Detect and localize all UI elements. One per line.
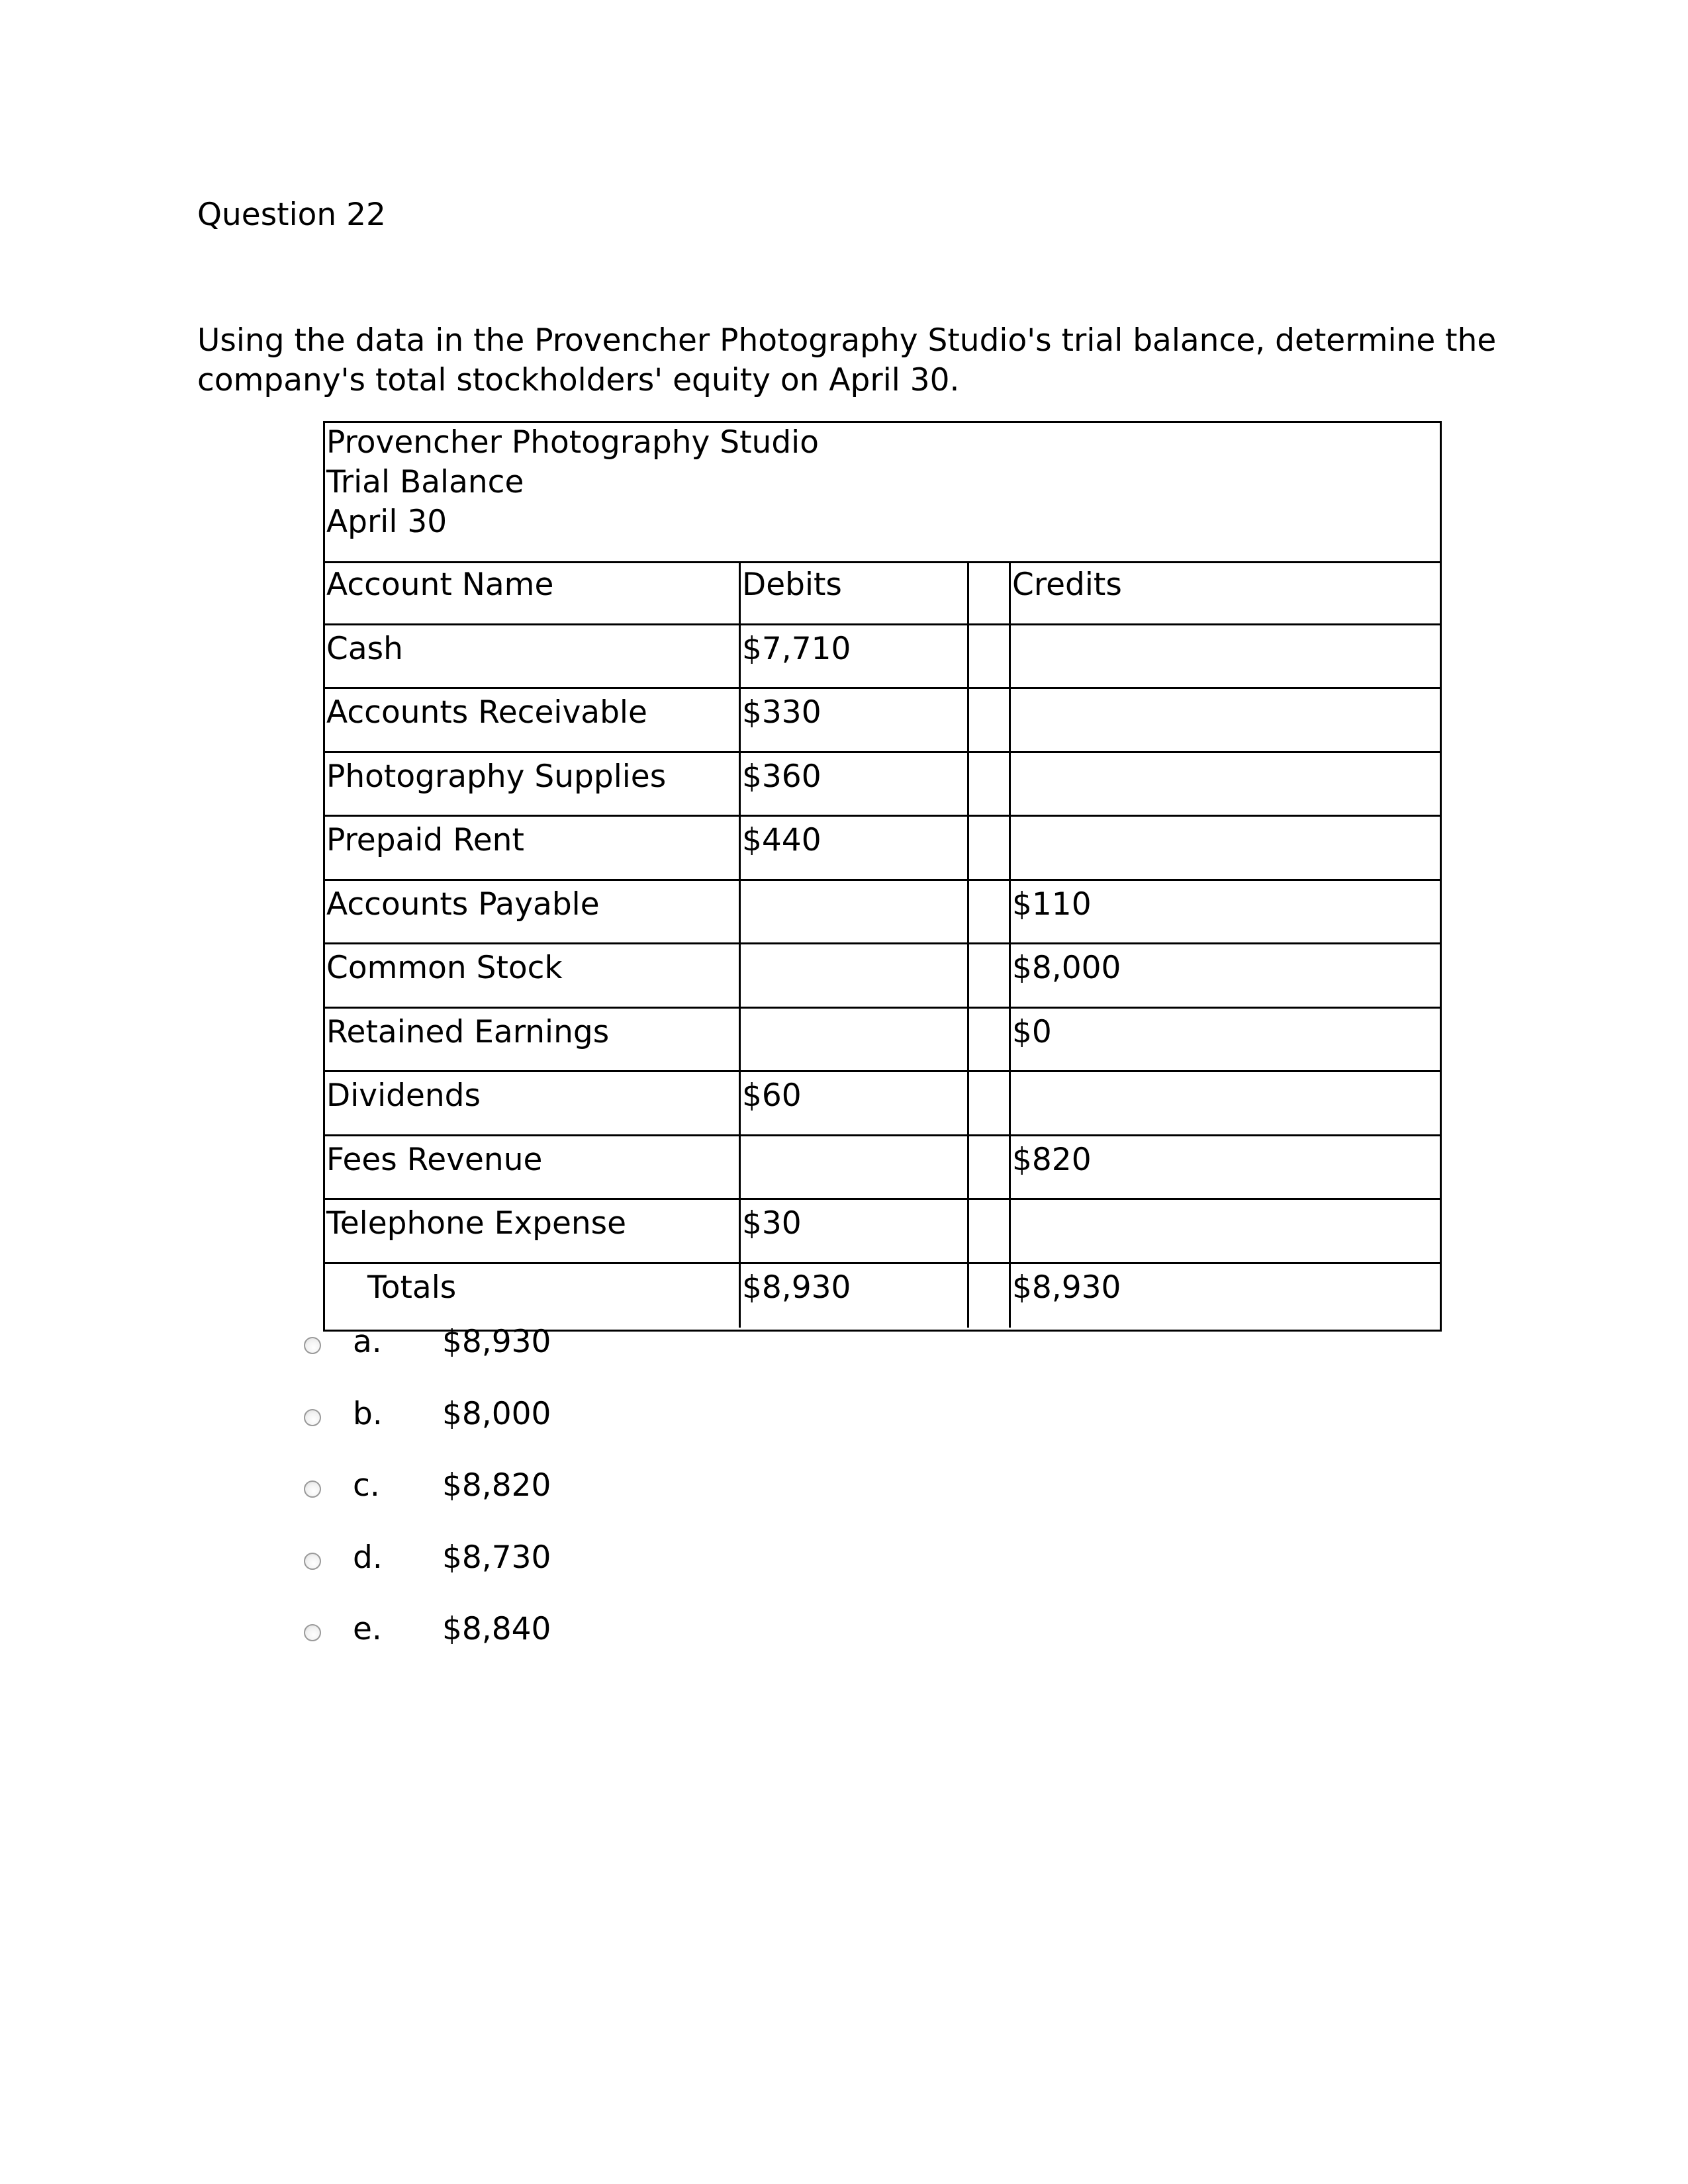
account-name: Photography Supplies (326, 758, 667, 795)
total-credits: $8,930 (1009, 1264, 1440, 1328)
option-value: $8,840 (442, 1611, 551, 1647)
table-row (325, 1200, 1440, 1264)
debit-amount (739, 881, 967, 943)
debit-amount: $30 (739, 1200, 967, 1262)
trial-balance-rows (325, 561, 1440, 1328)
account-name: Common Stock (326, 950, 563, 986)
radio-button-e[interactable] (304, 1624, 321, 1641)
debit-amount: $7,710 (739, 625, 967, 688)
debit-amount: $330 (739, 689, 967, 751)
account-name: Accounts Receivable (326, 694, 647, 731)
credit-amount: $820 (1009, 1136, 1440, 1199)
credit-amount: $0 (1009, 1009, 1440, 1071)
account-name: Retained Earnings (326, 1013, 610, 1050)
option-value: $8,730 (442, 1539, 551, 1576)
trial-balance-heading (325, 423, 1440, 563)
table-row (325, 689, 1440, 753)
statement-title: Trial Balance (326, 464, 524, 500)
option-letter: c. (353, 1467, 380, 1504)
account-name: Fees Revenue (326, 1141, 543, 1178)
spacer-cell (967, 1264, 1009, 1328)
question-prompt-line-2: company's total stockholders' equity on April 30. (197, 362, 960, 398)
question-prompt (197, 321, 1508, 400)
answer-option-e[interactable] (301, 1610, 698, 1682)
spacer-cell (967, 753, 1009, 815)
option-letter: b. (353, 1395, 383, 1432)
radio-button-a[interactable] (304, 1337, 321, 1354)
totals-row (325, 1264, 1440, 1328)
option-letter: d. (353, 1539, 383, 1576)
spacer-cell (967, 944, 1009, 1007)
credit-amount (1009, 625, 1440, 688)
table-row (325, 625, 1440, 690)
account-name: Cash (326, 630, 403, 667)
debit-amount (739, 944, 967, 1007)
option-value: $8,820 (442, 1467, 551, 1504)
option-value: $8,000 (442, 1395, 551, 1432)
account-name: Dividends (326, 1077, 481, 1114)
credit-amount (1009, 753, 1440, 815)
table-row (325, 881, 1440, 945)
answer-option-a[interactable] (301, 1322, 698, 1394)
debits-header: Debits (739, 561, 967, 623)
table-row (325, 817, 1440, 881)
spacer-cell (967, 881, 1009, 943)
answer-options (301, 1322, 698, 1682)
credit-amount (1009, 817, 1440, 879)
debit-amount: $440 (739, 817, 967, 879)
credit-amount: $110 (1009, 881, 1440, 943)
account-name: Accounts Payable (326, 886, 600, 923)
table-row (325, 944, 1440, 1009)
credit-amount (1009, 1072, 1440, 1134)
account-name: Prepaid Rent (326, 822, 524, 858)
totals-label: Totals (367, 1269, 457, 1306)
debit-amount: $60 (739, 1072, 967, 1134)
spacer-cell (967, 689, 1009, 751)
company-name: Provencher Photography Studio (326, 424, 819, 461)
table-row (325, 753, 1440, 817)
answer-option-c[interactable] (301, 1466, 698, 1538)
question-prompt-line-1: Using the data in the Provencher Photography Studio's trial balance, determine the (197, 322, 1497, 359)
radio-button-d[interactable] (304, 1553, 321, 1570)
answer-option-b[interactable] (301, 1394, 698, 1467)
column-header-row (325, 561, 1440, 625)
credit-amount (1009, 1200, 1440, 1262)
question-number: Question 22 (197, 197, 386, 233)
account-name: Telephone Expense (326, 1205, 627, 1242)
spacer-cell (967, 625, 1009, 688)
trial-balance-table (323, 421, 1442, 1332)
spacer-cell (967, 1072, 1009, 1134)
statement-date: April 30 (326, 504, 447, 540)
spacer-cell (967, 1009, 1009, 1071)
credits-header: Credits (1009, 561, 1440, 623)
debit-amount (739, 1136, 967, 1199)
option-value: $8,930 (442, 1324, 551, 1360)
credit-amount (1009, 689, 1440, 751)
total-debits: $8,930 (739, 1264, 967, 1328)
table-row (325, 1009, 1440, 1073)
radio-button-c[interactable] (304, 1480, 321, 1498)
spacer-cell (967, 817, 1009, 879)
option-letter: a. (353, 1324, 382, 1360)
answer-option-d[interactable] (301, 1538, 698, 1610)
debit-amount (739, 1009, 967, 1071)
account-name-header: Account Name (326, 567, 554, 603)
table-row (325, 1072, 1440, 1136)
spacer-cell (967, 561, 1009, 623)
option-letter: e. (353, 1611, 382, 1647)
debit-amount: $360 (739, 753, 967, 815)
credit-amount: $8,000 (1009, 944, 1440, 1007)
table-row (325, 1136, 1440, 1201)
radio-button-b[interactable] (304, 1409, 321, 1426)
spacer-cell (967, 1200, 1009, 1262)
spacer-cell (967, 1136, 1009, 1199)
